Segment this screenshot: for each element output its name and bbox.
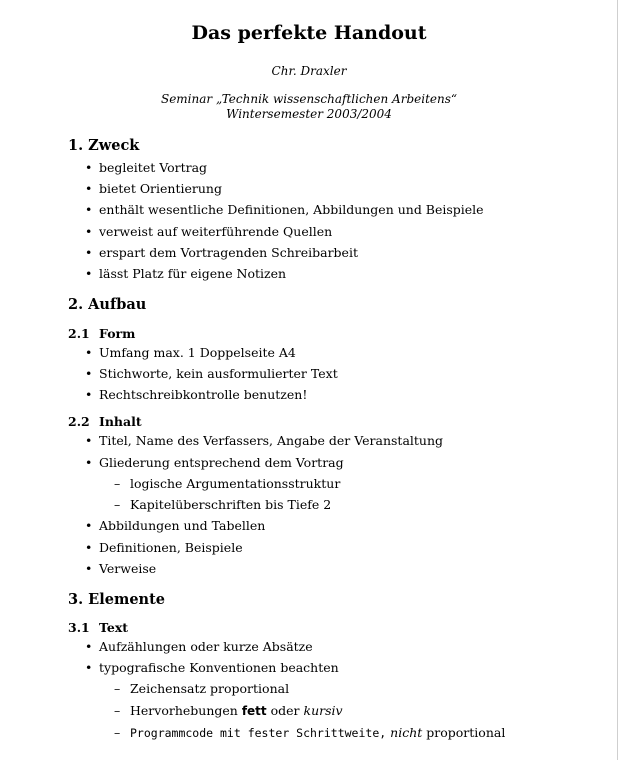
monospace-example: Programmcode mit fester Schrittweite, (130, 726, 387, 740)
list-item: • enthält wesentliche Definitionen, Abbildungen und Beispiele (85, 202, 484, 217)
list-item: • Definitionen, Beispiele (85, 540, 243, 555)
list-item: • typografische Konventionen beachten (85, 660, 339, 675)
section-heading-aufbau: 2. Aufbau (68, 296, 147, 313)
semester-line: Wintersemester 2003/2004 (226, 107, 392, 121)
list-item: • bietet Orientierung (85, 181, 222, 196)
italic-example: kursiv (303, 703, 343, 718)
seminar-line: Seminar „Technik wissenschaftlichen Arbeitens“ (160, 92, 458, 106)
author-line: Chr. Draxler (271, 64, 347, 78)
list-item: • Abbildungen und Tabellen (85, 518, 266, 533)
section-heading-elemente: 3. Elemente (68, 591, 166, 608)
list-item: • verweist auf weiterführende Quellen (85, 224, 333, 239)
sub-list-item: – Programmcode mit fester Schrittweite, nicht proportional (114, 725, 506, 740)
sub-list-item: – Hervorhebungen fett oder kursiv (114, 703, 343, 718)
list-item: • Gliederung entsprechend dem Vortrag (85, 455, 344, 470)
sub-list-item: – Zeichensatz proportional (114, 681, 290, 696)
list-item: • Aufzählungen oder kurze Absätze (85, 639, 313, 654)
list-item: • begleitet Vortrag (85, 160, 208, 175)
subsection-heading-text: 3.1 Text (68, 620, 129, 635)
list-item: • Verweise (85, 561, 157, 576)
list-item: • Titel, Name des Verfassers, Angabe der Veranstaltung (85, 433, 444, 448)
subsection-heading-form: 2.1 Form (68, 326, 136, 341)
document-title: Das perfekte Handout (191, 22, 427, 44)
sub-list-item: – logische Argumentationsstruktur (114, 476, 341, 491)
section-heading-zweck: 1. Zweck (68, 137, 140, 154)
list-item: • Rechtschreibkontrolle benutzen! (85, 387, 308, 402)
list-item: • lässt Platz für eigene Notizen (85, 266, 287, 281)
list-item: • Stichworte, kein ausformulierter Text (85, 366, 338, 381)
list-item: • erspart dem Vortragenden Schreibarbeit (85, 245, 358, 260)
subsection-heading-inhalt: 2.2 Inhalt (68, 414, 142, 429)
list-item: • Umfang max. 1 Doppelseite A4 (85, 345, 296, 360)
sub-list-item: – Kapitelüberschriften bis Tiefe 2 (114, 497, 332, 512)
bold-example: fett (241, 704, 267, 718)
